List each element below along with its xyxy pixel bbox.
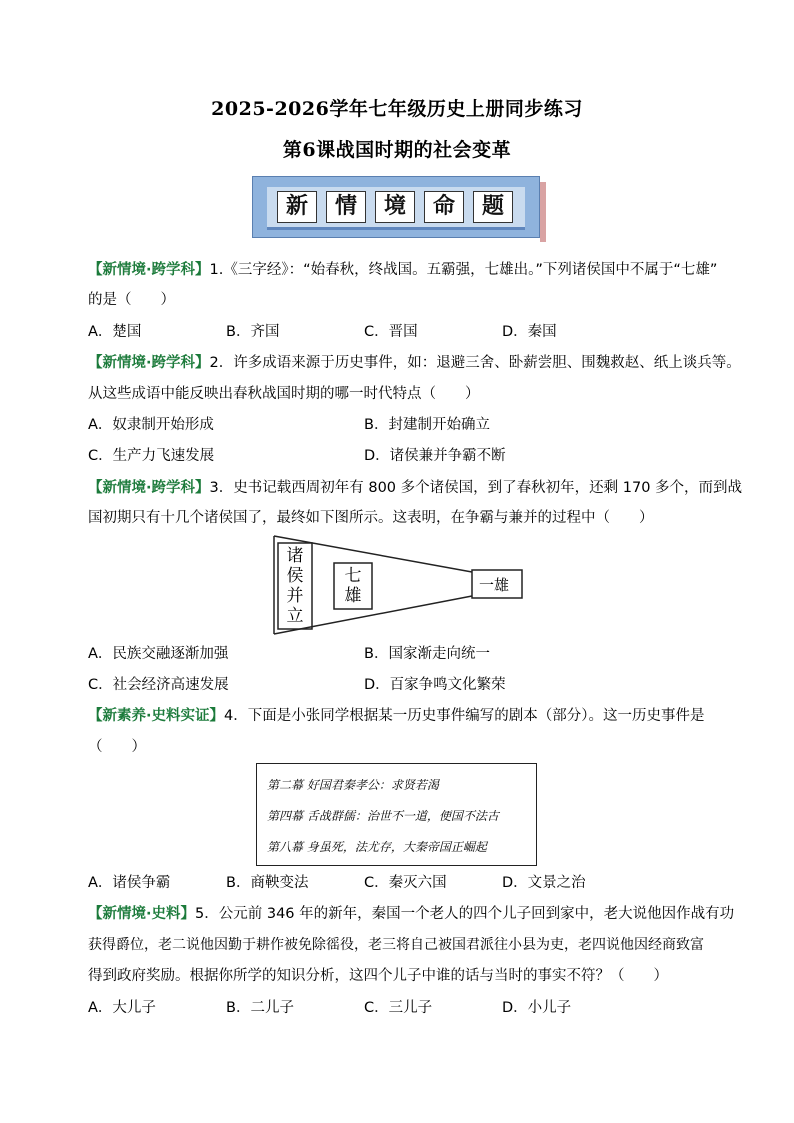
question-5-line2: 获得爵位，老二说他因勤于耕作被免除徭役，老三将自己被国君派往小县为吏，老四说他因经商致富	[88, 937, 704, 953]
q3-option-c: C．社会经济高速发展	[88, 677, 229, 693]
banner-char: 新	[277, 191, 317, 223]
unification-diagram	[270, 532, 530, 638]
question-4-line2: （ ）	[88, 739, 146, 755]
diagram-left-char: 侯	[286, 566, 304, 586]
banner-shadow	[540, 182, 546, 242]
page-title: 2025-2026学年七年级历史上册同步练习	[211, 98, 583, 120]
question-tag: 【新情境·跨学科】	[88, 355, 210, 371]
script-line: 第二幕 好国君秦孝公：求贤若渴	[267, 778, 439, 792]
question-tag: 【新情境·跨学科】	[88, 262, 210, 278]
banner-char: 命	[424, 191, 464, 223]
question-3-line2: 国初期只有十几个诸侯国了，最终如下图所示。这表明，在争霸与兼并的过程中（ ）	[88, 510, 654, 526]
banner-char: 情	[326, 191, 366, 223]
q2-option-b: B．封建制开始确立	[364, 417, 490, 433]
diagram-left-char: 立	[286, 606, 304, 626]
q5-option-d: D．小儿子	[502, 1000, 572, 1016]
question-1-line2: 的是（ ）	[88, 292, 175, 308]
question-tag: 【新素养·史料实证】	[88, 708, 225, 724]
q3-option-b: B．国家渐走向统一	[364, 646, 490, 662]
question-4-line1: 【新素养·史料实证】4．下面是小张同学根据某一历史事件编写的剧本（部分）。这一历史事件是	[88, 708, 705, 724]
diagram-left-char: 并	[286, 586, 304, 606]
lesson-title: 第6课战国时期的社会变革	[282, 139, 512, 161]
q1-option-d: D．秦国	[502, 324, 557, 340]
banner-char: 题	[473, 191, 513, 223]
q4-option-d: D．文景之治	[502, 875, 586, 891]
script-line: 第四幕 舌战群儒：治世不一道，便国不法古	[267, 809, 499, 823]
question-5-line3: 得到政府奖励。根据你所学的知识分析，这四个儿子中谁的话与当时的事实不符？（ ）	[88, 968, 668, 984]
q2-option-d: D．诸侯兼并争霸不断	[364, 448, 506, 464]
question-tag: 【新情境·跨学科】	[88, 480, 210, 496]
diagram-left-char: 诸	[286, 546, 304, 566]
question-tag: 【新情境·史料】	[88, 906, 196, 922]
question-2-line2: 从这些成语中能反映出春秋战国时期的哪一时代特点（ ）	[88, 386, 480, 402]
q4-option-a: A．诸侯争霸	[88, 875, 171, 891]
q2-option-a: A．奴隶制开始形成	[88, 417, 214, 433]
question-5-line1: 【新情境·史料】5．公元前 346 年的新年，秦国一个老人的四个儿子回到家中，老大说他因作战有功	[88, 906, 735, 922]
q5-option-b: B．二儿子	[226, 1000, 294, 1016]
q2-option-c: C．生产力飞速发展	[88, 448, 215, 464]
q1-option-c: C．晋国	[364, 324, 418, 340]
question-3-line1: 【新情境·跨学科】3．史书记载西周初年有 800 多个诸侯国，到了春秋初年，还剩 170 多个，而到战	[88, 480, 743, 496]
diagram-right-label: 一雄	[479, 576, 510, 594]
diagram-middle-char: 雄	[344, 586, 362, 606]
script-excerpt-box	[256, 763, 537, 866]
script-line: 第八幕 身虽死，法尤存，大秦帝国正崛起	[267, 840, 487, 854]
question-2-line1: 【新情境·跨学科】2．许多成语来源于历史事件，如：退避三舍、卧薪尝胆、围魏救赵、纸上谈兵等。	[88, 355, 741, 371]
q3-option-a: A．民族交融逐渐加强	[88, 646, 229, 662]
q1-option-a: A．楚国	[88, 324, 142, 340]
question-1-line1: 【新情境·跨学科】1.《三字经》：“始春秋，终战国。五霸强，七雄出。”下列诸侯国中不属于“七雄”	[88, 262, 718, 278]
q5-option-a: A．大儿子	[88, 1000, 156, 1016]
q4-option-c: C．秦灭六国	[364, 875, 447, 891]
q3-option-d: D．百家争鸣文化繁荣	[364, 677, 506, 693]
q1-option-b: B．齐国	[226, 324, 280, 340]
diagram-middle-char: 七	[344, 566, 362, 586]
new-context-banner	[252, 176, 540, 238]
q5-option-c: C．三儿子	[364, 1000, 433, 1016]
q4-option-b: B．商鞅变法	[226, 875, 309, 891]
banner-char: 境	[375, 191, 415, 223]
